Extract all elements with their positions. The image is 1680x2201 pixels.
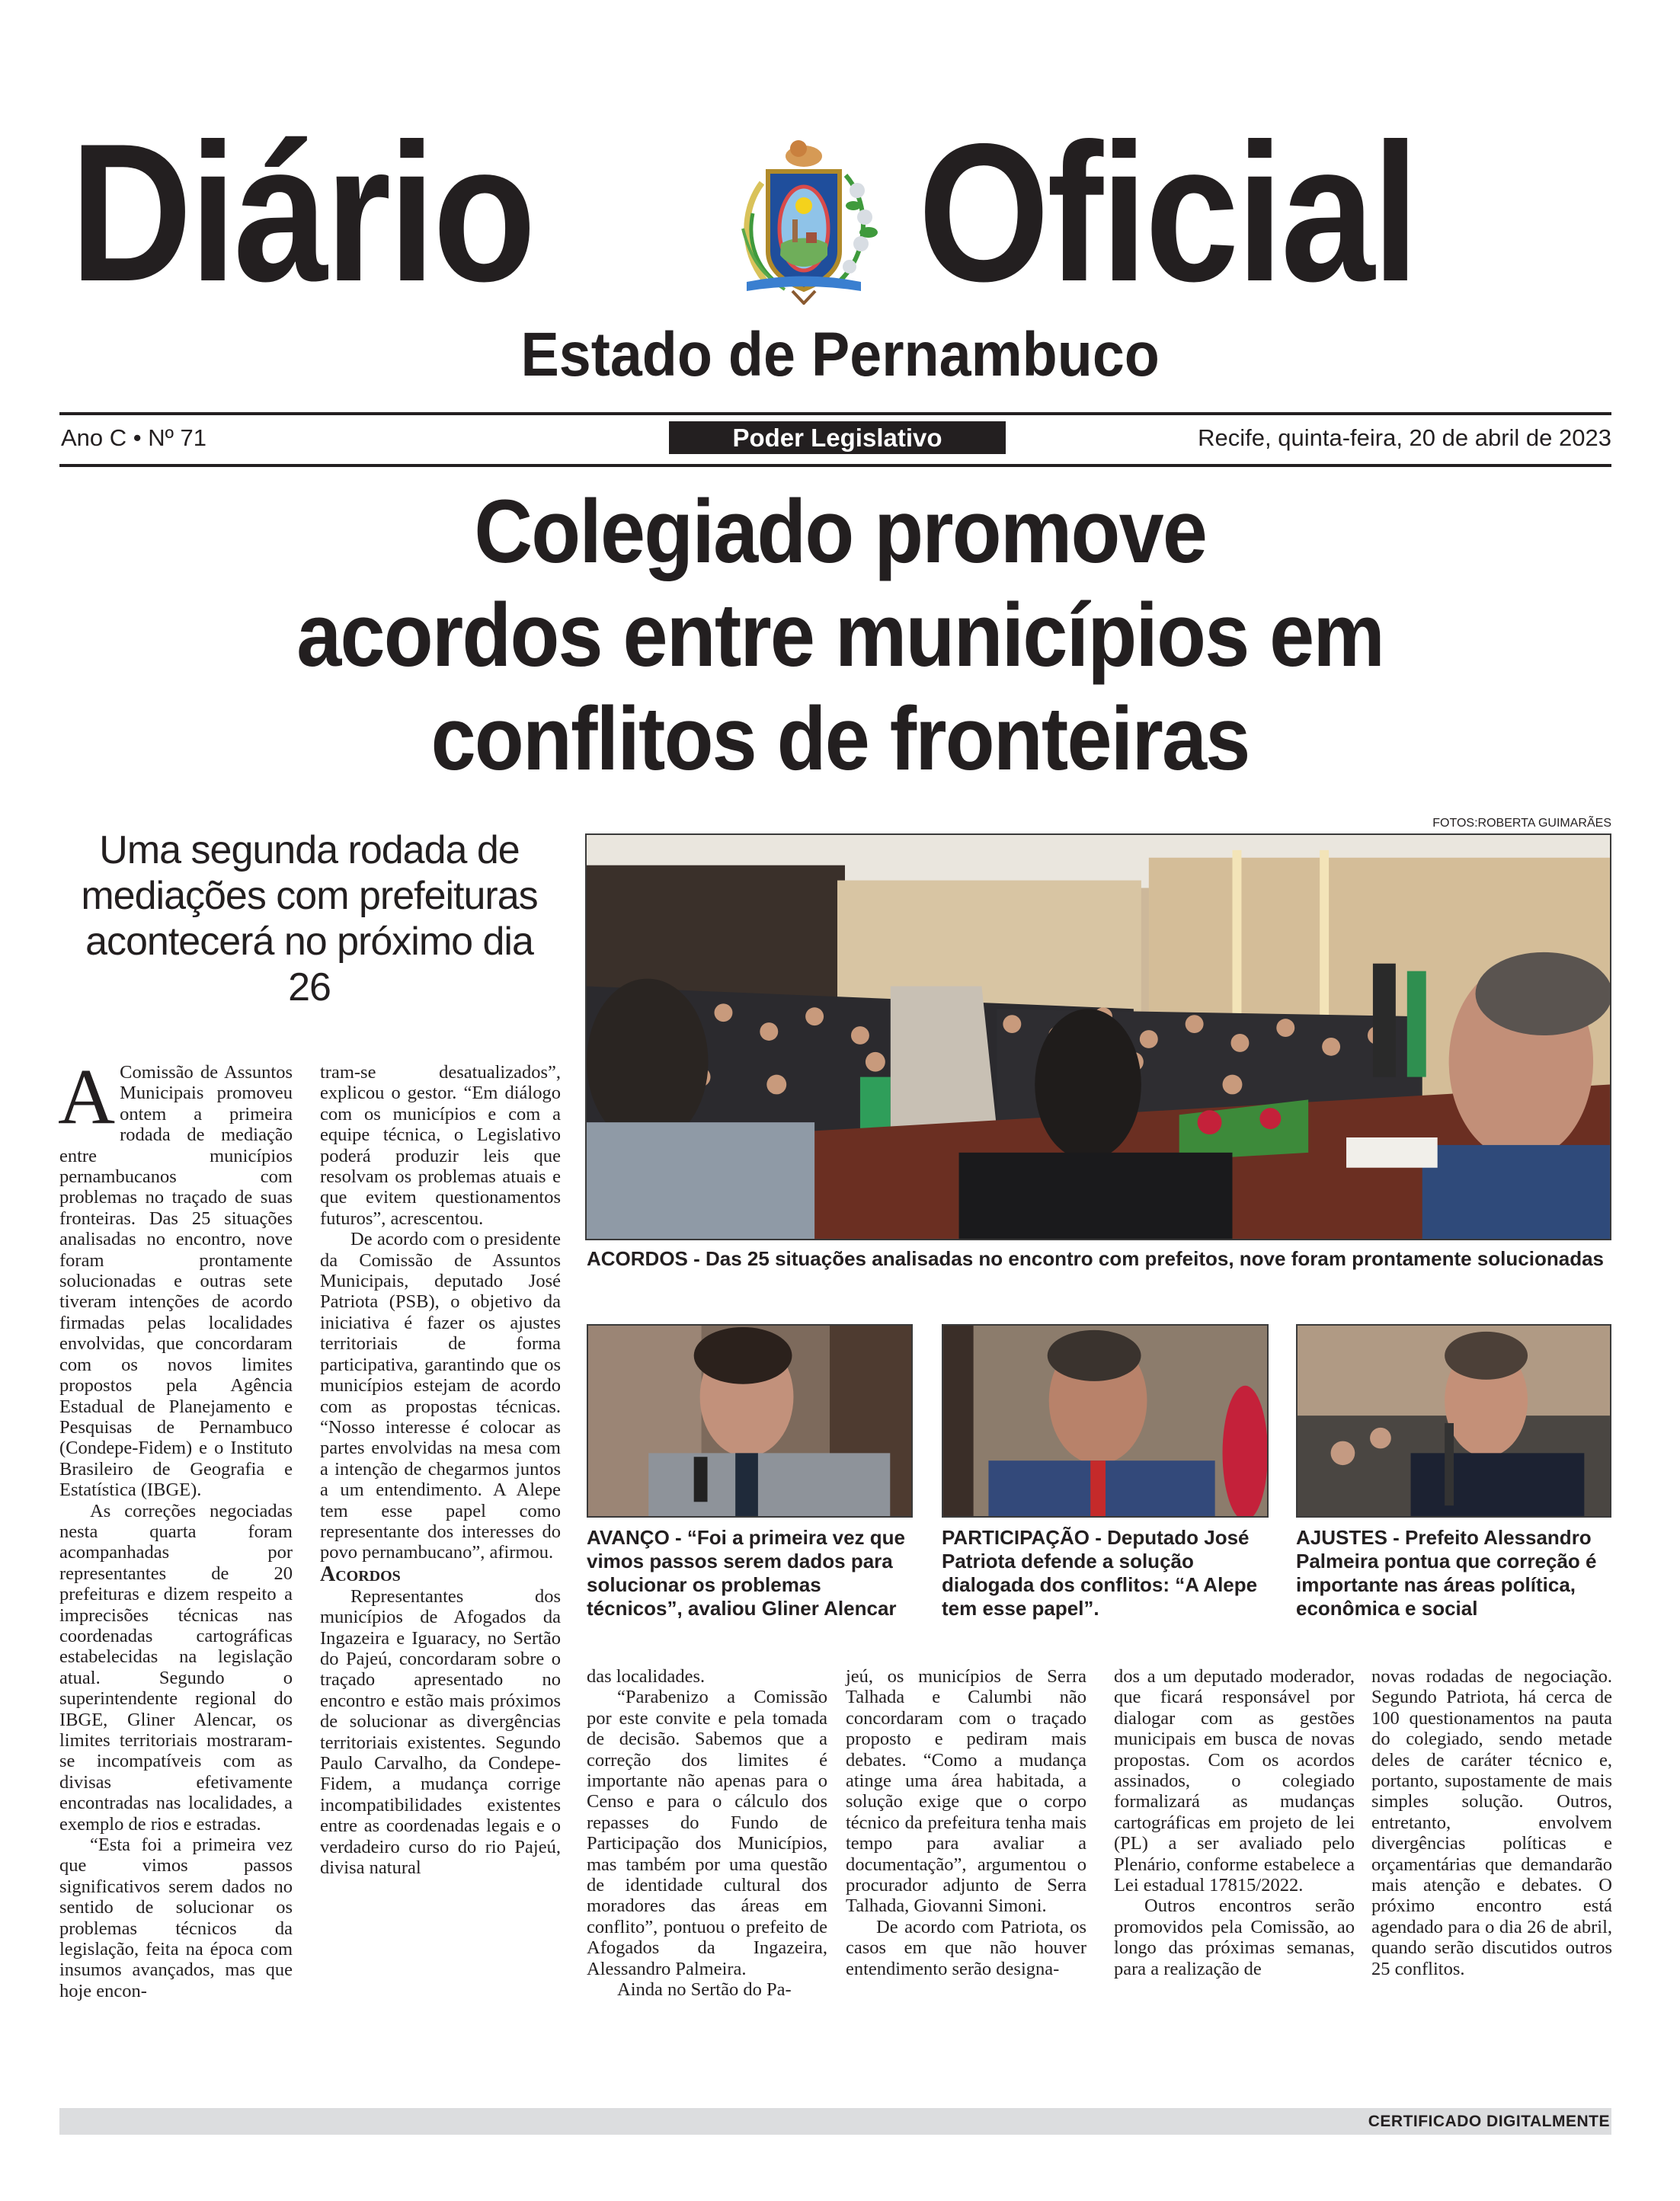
photo-caption: AVANÇO - “Foi a primeira vez que vimos passos serem dados para solucionar os problemas técnicos”, avaliou Gliner Alencar (587, 1526, 906, 1620)
photo-alessandro-palmeira (1296, 1324, 1611, 1518)
headline-line (46, 584, 1634, 687)
article-column-2 (320, 1062, 561, 1878)
article-paragraph: dos a um deputado moderador, que ficará responsável por dialogar com as gestões municipais em busca de novas propostas. Com os acordos assinados, o colegiado formalizará as mudanças cartográficas em projeto de lei (PL) a ser avaliado pelo Plenário, conforme estabelece a Lei estadual 17815/2022. (1114, 1666, 1355, 1896)
article-paragraph-text: Comissão de Assuntos Municipais promoveu ontem a primeira rodada de mediação entre municípios pernambucanos com problemas no traçado de suas fronteiras. Das 25 situações analisadas no encontro, nove foram prontamente solucionadas e outras sete tiveram intenções de acordo firmadas pelas localidades envolvidas, que concordaram com os novos limites propostos pela Agência Estadual de Planejamento e Pesquisas de Pernambuco (Condepe-Fidem) e o Instituto Brasileiro de Geografia e Estatística (IBGE). (59, 1062, 293, 1501)
subheadline: Uma segunda rodada de mediações com prefeituras acontecerá no próximo dia 26 (81, 828, 538, 1009)
article-column-6 (1371, 1666, 1612, 1979)
main-photo-auditorium (585, 833, 1611, 1240)
article-paragraph (58, 1053, 293, 1501)
article-paragraph: “Esta foi a primeira vez que vimos passos significativos serem dados no sentido de solucionar os problemas técnicos da legislação, feita na época com insumos avançados, mas que hoje encon- (59, 1835, 293, 2001)
article-paragraph: De acordo com o presidente da Comissão de Assuntos Municipais, deputado José Patriota (PSB), o objetivo da iniciativa é fazer os ajustes territoriais de forma participativa, garantindo que os municípios estejam de acordo com as propostas técnicas. “Nosso interesse é colocar as partes envolvidas na mesa com a intenção de chegarmos juntos a um entendimento. A Alepe tem esse papel como representante dos interesses do povo pernambucano”, afirmou. (320, 1229, 561, 1563)
photo-caption: AJUSTES - Prefeito Alessandro Palmeira pontua que correção é importante nas áreas política, econômica e social (1296, 1526, 1597, 1620)
headline-line-text: Colegiado promove (474, 481, 1206, 582)
article-paragraph: As correções negociadas nesta quarta foram acompanhadas por representantes de 20 prefeituras e dizem respeito a imprecisões técnicas nas coordenadas cartográficas estabelecidas na legislação atual. Segundo o superintendente regional do IBGE, Gliner Alencar, os limites territoriais mostraram-se incompatíveis com as divisas efetivamente encontradas nas localidades, a exemplo de rios e estradas. (59, 1500, 293, 1835)
article-paragraph: tram-se desatualizados”, explicou o gestor. “Em diálogo com os municípios e com a equipe técnica, o Legislativo poderá produzir leis que resolvam os problemas atuais e que evitem questionamentos futuros”, acrescentou. (320, 1062, 561, 1229)
article-paragraph: novas rodadas de negociação. Segundo Patriota, há cerca de 100 questionamentos na pauta do colegiado, sendo metade deles de caráter técnico e, portanto, supostamente de mais simples solução. Outros, entretanto, envolvem divergências políticas e orçamentárias que demandarão mais atenção e debates. O próximo encontro está agendado para o dia 26 de abril, quando serão discutidos outros 25 conflitos. (1371, 1666, 1612, 1979)
article-column-1 (58, 1053, 293, 2001)
main-photo-caption: ACORDOS - Das 25 situações analisadas no encontro com prefeitos, nove foram prontamente solucionadas (587, 1247, 1605, 1270)
masthead-title-diario: Diário (70, 102, 534, 322)
headline-line-text: conflitos de fronteiras (430, 689, 1250, 789)
article-paragraph: Outros encontros serão promovidos pela Comissão, ao longo das próximas semanas, para a realização de (1114, 1895, 1355, 1979)
coat-of-arms-icon (716, 130, 891, 305)
article-paragraph: Ainda no Sertão do Pa- (617, 1979, 792, 2001)
branch-badge: Poder Legislativo (669, 421, 1006, 454)
masthead-subtitle (0, 320, 1680, 389)
masthead-title-oficial: Oficial (918, 102, 1417, 322)
issue-date: Recife, quinta-feira, 20 de abril de 2023 (1198, 424, 1611, 451)
edition-number: Ano C • Nº 71 (61, 424, 207, 451)
article-paragraph: das localidades. (587, 1666, 706, 1687)
article-paragraph: De acordo com Patriota, os casos em que não houver entendimento serão designa- (846, 1916, 1086, 1979)
section-heading-acordos: Acordos (320, 1562, 401, 1586)
digital-certification-label: CERTIFICADO DIGITALMENTE (1368, 2113, 1610, 2130)
headline-line (46, 687, 1634, 791)
headline-line (46, 480, 1634, 584)
headline-line-text: acordos entre municípios em (296, 585, 1384, 686)
top-divider (59, 412, 1611, 415)
article-paragraph: jeú, os municípios de Serra Talhada e Calumbi não concordaram com o traçado proposto e pediram mais debates. “Como a mudança atinge uma área habitada, a solução exige que o corpo técnico da prefeitura tenha mais tempo para avaliar a documentação”, argumentou o procurador adjunto de Serra Talhada, Giovanni Simoni. (846, 1666, 1086, 1917)
article-paragraph: Representantes dos municípios de Afogados da Ingazeira e Iguaracy, no Sertão do Pajeú, concordaram sobre o traçado apresentado no encontro e estão mais próximos de solucionar as divergências territoriais existentes. Segundo Paulo Carvalho, da Condepe-Fidem, a mudança corrige incompatibilidades existentes entre as coordenadas legais e o verdadeiro curso do rio Pajeú, divisa natural (320, 1585, 561, 1879)
article-column-4 (846, 1666, 1086, 1979)
bottom-divider (59, 464, 1611, 467)
photo-jose-patriota (942, 1324, 1269, 1518)
drop-cap: A (58, 1053, 116, 1140)
article-column-3 (587, 1666, 827, 2001)
masthead-subtitle-text: Estado de Pernambuco (520, 320, 1160, 389)
photo-caption: PARTICIPAÇÃO - Deputado José Patriota defende a solução dialogada dos conflitos: “A Alepe tem esse papel”. (942, 1526, 1258, 1620)
headline (46, 480, 1634, 791)
photo-credit: FOTOS:ROBERTA GUIMARÃES (1432, 817, 1611, 830)
article-column-5 (1114, 1666, 1355, 1979)
photo-gliner-alencar (587, 1324, 913, 1518)
article-paragraph: “Parabenizo a Comissão por este convite e pela tomada de decisão. Sabemos que a correção dos limites é importante não apenas para o Censo e para o cálculo dos repasses do Fundo de Participação dos Municípios, mas também por uma questão de identidade cultural dos moradores das áreas em conflito”, pontuou o prefeito de Afogados da Ingazeira, Alessandro Palmeira. (587, 1687, 827, 1979)
